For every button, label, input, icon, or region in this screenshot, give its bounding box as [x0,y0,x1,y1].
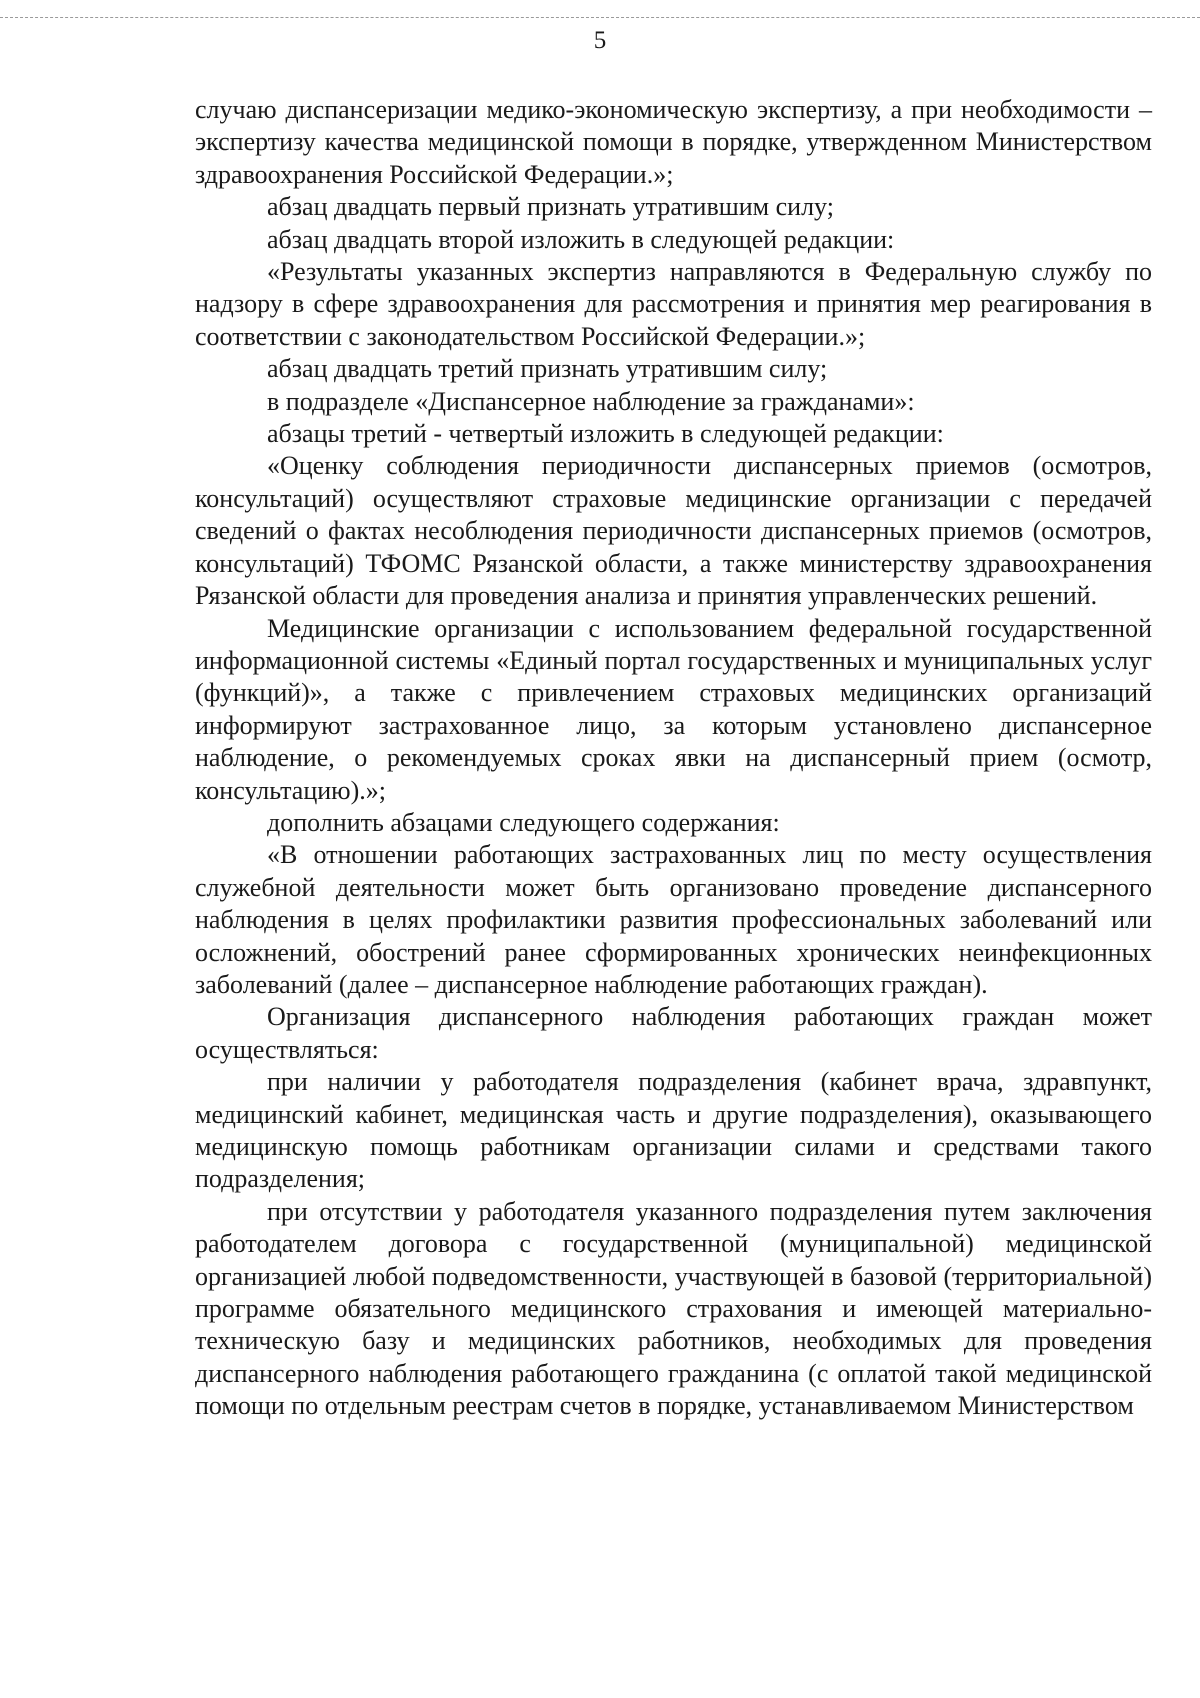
paragraph-6: в подразделе «Диспансерное наблюдение за гражданами»: [267,386,915,416]
paragraph-4: «Результаты указанных экспертиз направляются в Федеральную службу по надзору в сфере здравоохранения для рассмотрения и принятия мер реагирования в соответствии с законодательством Российской Федерации.»; [195,257,1152,351]
paragraph-7: абзацы третий - четвертый изложить в следующей редакции: [267,419,944,449]
scan-edge-line [0,17,1200,18]
paragraph-10: дополнить абзацами следующего содержания: [267,807,780,837]
paragraph-3: абзац двадцать второй изложить в следующей редакции: [267,224,895,254]
paragraph-8: «Оценку соблюдения периодичности диспансерных приемов (осмотров, консультаций) осуществляют страховые медицинские организации с передачей сведений о фактах несоблюдения периодичности диспансерных приемов (осмотров, консультаций) ТФОМС Рязанской области, а также министерству здравоохранения Рязанской области для проведения анализа и принятия управленческих решений. [195,451,1152,611]
paragraph-1: случаю диспансеризации медико-экономическую экспертизу, а при необходимости – экспертизу качества медицинской помощи в порядке, утвержденном Министерством здравоохранения Российской Федерации.»; [195,95,1152,189]
paragraph-11: «В отношении работающих застрахованных лиц по месту осуществления служебной деятельности может быть организовано проведение диспансерного наблюдения в целях профилактики развития профессиональных заболеваний или осложнений, обострений ранее сформированных хронических неинфекционных заболеваний (далее – диспансерное наблюдение работающих граждан). [195,840,1152,999]
paragraph-9: Медицинские организации с использованием федеральной государственной информационной системы «Единый портал государственных и муниципальных услуг (функций)», а также с привлечением страховых медицинских организаций информируют застрахованное лицо, за которым установлено диспансерное наблюдение, о рекомендуемых сроках явки на диспансерный прием (осмотр, консультацию).»; [195,613,1152,805]
document-body [195,94,1152,1423]
page-number: 5 [593,27,607,54]
paragraph-14: при отсутствии у работодателя указанного подразделения путем заключения работодателем договора с государственной (муниципальной) медицинской организацией любой подведомственности, участвующей в базовой (территориальной) программе обязательного медицинского страхования и имеющей материально-техническую базу и медицинских работников, необходимых для проведения диспансерного наблюдения работающего гражданина (с оплатой такой медицинской помощи по отдельным реестрам счетов в порядке, устанавливаемом Министерством [195,1196,1152,1421]
paragraph-5: абзац двадцать третий признать утратившим силу; [267,354,828,384]
paragraph-2: абзац двадцать первый признать утратившим силу; [267,192,834,222]
paragraph-12: Организация диспансерного наблюдения работающих граждан может осуществляться: [195,1002,1152,1064]
paragraph-13: при наличии у работодателя подразделения (кабинет врача, здравпункт, медицинский кабинет, медицинская часть и другие подразделения), оказывающего медицинскую помощь работникам организации силами и средствами такого подразделения; [195,1067,1152,1194]
